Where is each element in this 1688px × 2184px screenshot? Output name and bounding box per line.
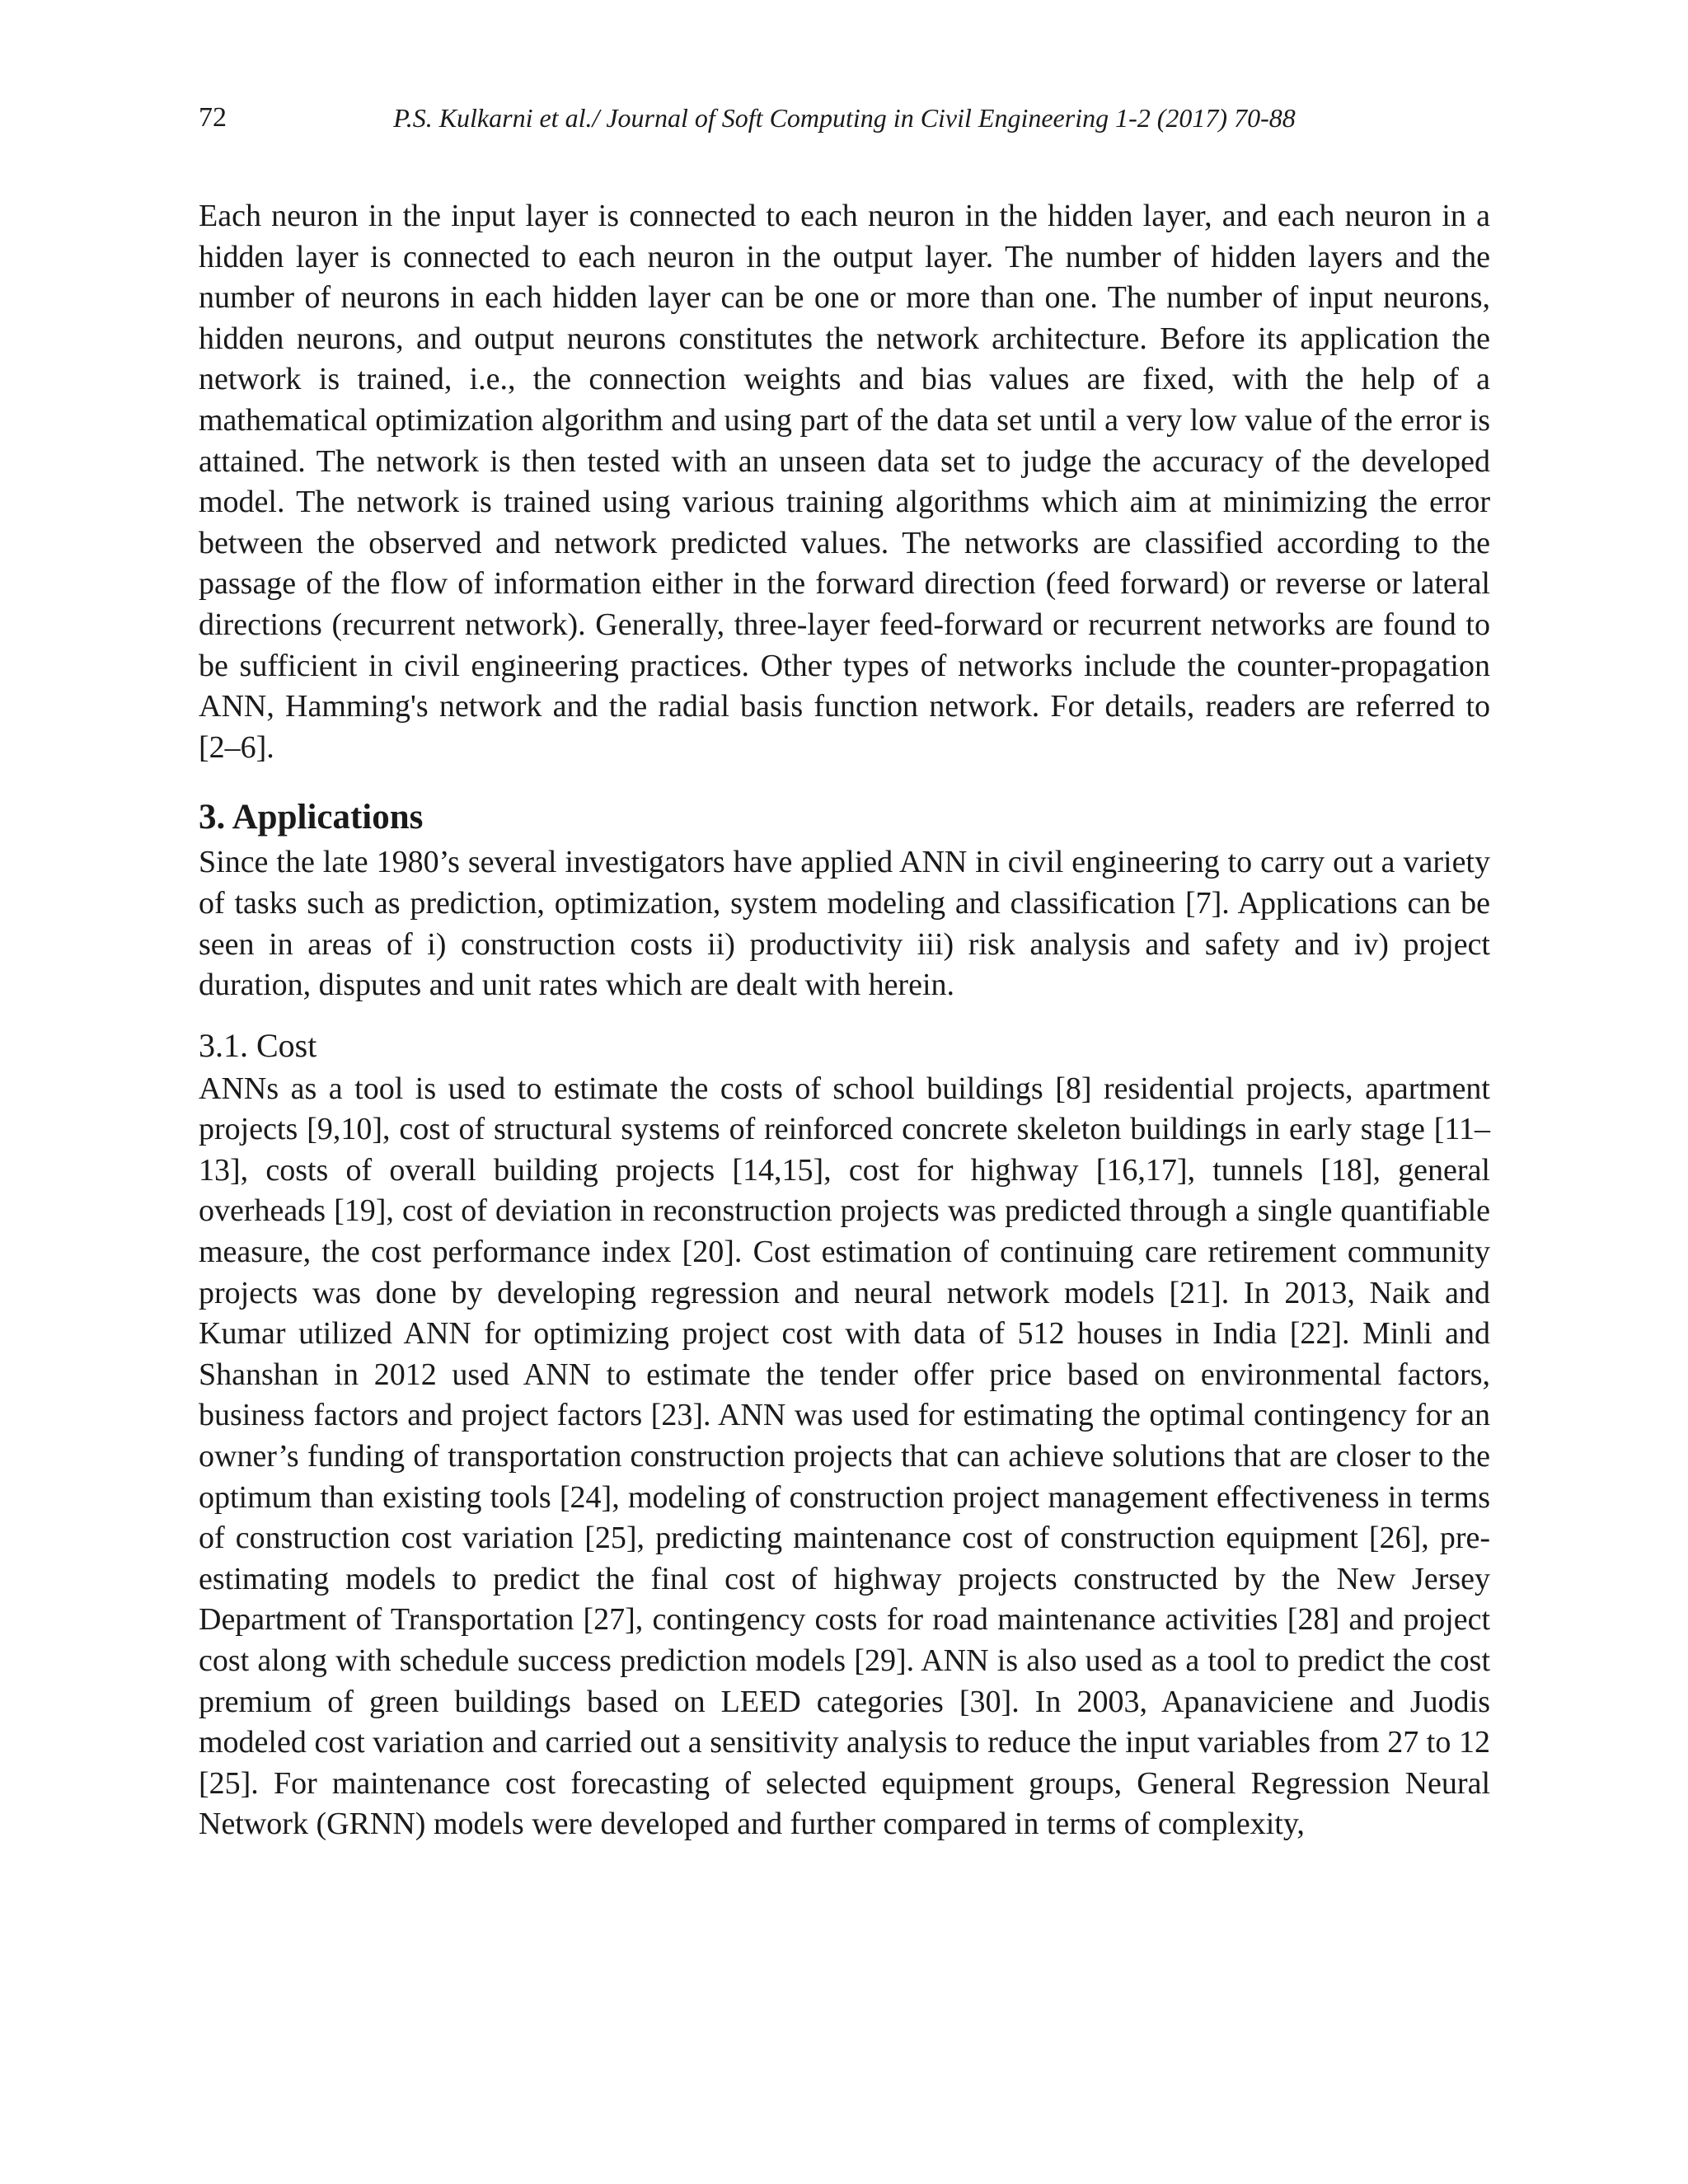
subsection-heading-cost: 3.1. Cost: [199, 1026, 317, 1064]
page-header: [199, 97, 1490, 138]
article-body: [199, 196, 1490, 1845]
section-heading-applications: 3. Applications: [199, 798, 424, 837]
running-head: P.S. Kulkarni et al./ Journal of Soft Computing in Civil Engineering 1-2 (2017) 70-88: [393, 103, 1296, 133]
intro-paragraph: Each neuron in the input layer is connected to each neuron in the hidden layer, and each neuron in a hidden layer is connected to each neuron in the output layer. The number of hidden layers and the number of neurons in each hidden layer can be one or more than one. The number of input neurons, hidden neurons, and output neurons constitutes the network architecture. Before its application the network is trained, i.e., the connection weights and bias values are fixed, with the help of a mathematical optimization algorithm and using part of the data set until a very low value of the error is attained. The network is then tested with an unseen data set to judge the accuracy of the developed model. The network is trained using various training algorithms which aim at minimizing the error between the observed and network predicted values. The networks are classified according to the passage of the flow of information either in the forward direction (feed forward) or reverse or lateral directions (recurrent network). Generally, three-layer feed-forward or recurrent networks are found to be sufficient in civil engineering practices. Other types of networks include the counter-propagation ANN, Hamming's network and the radial basis function network. For details, readers are referred to [2–6].: [199, 199, 1490, 765]
page-number: 72: [199, 102, 227, 133]
cost-paragraph: ANNs as a tool is used to estimate the costs of school buildings [8] residential projects, apartment projects [9,10], cost of structural systems of reinforced concrete skeleton buildings in early stage [11–13], costs of overall building projects [14,15], cost for highway [16,17], tunnels [18], general overheads [19], cost of deviation in reconstruction projects was predicted through a single quantifiable measure, the cost performance index [20]. Cost estimation of continuing care retirement community projects was done by developing regression and neural network models [21]. In 2013, Naik and Kumar utilized ANN for optimizing project cost with data of 512 houses in India [22]. Minli and Shanshan in 2012 used ANN to estimate the tender offer price based on environmental factors, business factors and project factors [23]. ANN was used for estimating the optimal contingency for an owner’s funding of transportation construction projects that can achieve solutions that are closer to the optimum than existing tools [24], modeling of construction project management effectiveness in terms of construction cost variation [25], predicting maintenance cost of construction equipment [26], pre-estimating models to predict the final cost of highway projects constructed by the New Jersey Department of Transportation [27], contingency costs for road maintenance activities [28] and project cost along with schedule success prediction models [29]. ANN is also used as a tool to predict the cost premium of green buildings based on LEED categories [30]. In 2003, Apanaviciene and Juodis modeled cost variation and carried out a sensitivity analysis to reduce the input variables from 27 to 12 [25]. For maintenance cost forecasting of selected equipment groups, General Regression Neural Network (GRNN) models were developed and further compared in terms of complexity,: [199, 1071, 1490, 1842]
applications-paragraph: Since the late 1980’s several investigators have applied ANN in civil engineering to carry out a variety of tasks such as prediction, optimization, system modeling and classification [7]. Applications can be seen in areas of i) construction costs ii) productivity iii) risk analysis and safety and iv) project duration, disputes and unit rates which are dealt with herein.: [199, 845, 1490, 1003]
